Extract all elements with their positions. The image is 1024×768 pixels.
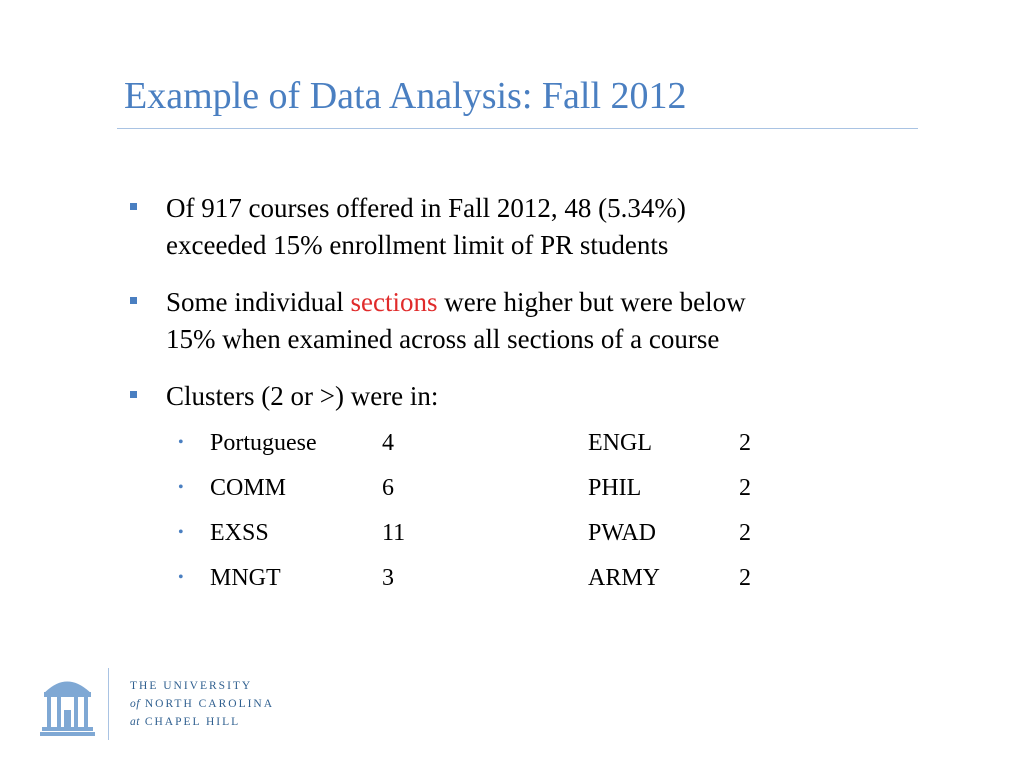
- footer-divider: [108, 668, 109, 740]
- slide-title: Example of Data Analysis: Fall 2012: [124, 75, 687, 117]
- bullet-line: 15% when examined across all sections of a course: [166, 324, 720, 354]
- bullet-text-segment: Some individual: [166, 287, 351, 317]
- cluster-dept: MNGT: [210, 565, 281, 591]
- bullet-line: Of 917 courses offered in Fall 2012, 48 (5.34%): [166, 193, 686, 223]
- highlighted-word: sections: [350, 287, 438, 317]
- cluster-dept: COMM: [210, 475, 287, 501]
- bullet-text: [166, 284, 936, 358]
- cluster-count: 2: [739, 475, 751, 501]
- cluster-count: 6: [382, 475, 394, 501]
- university-name-line: [130, 716, 240, 728]
- dot-bullet-icon: •: [178, 479, 184, 496]
- old-well-logo-icon: [40, 670, 95, 738]
- cluster-dept: Portuguese: [210, 430, 317, 456]
- university-name-line: THE UNIVERSITY: [130, 680, 253, 692]
- dot-bullet-icon: •: [178, 569, 184, 586]
- cluster-count: 2: [739, 520, 751, 546]
- cluster-dept: ENGL: [588, 430, 652, 456]
- cluster-dept: PWAD: [588, 520, 657, 546]
- bullet-line: exceeded 15% enrollment limit of PR students: [166, 230, 669, 260]
- cluster-dept: ARMY: [588, 565, 661, 591]
- cluster-count: 4: [382, 430, 394, 456]
- dot-bullet-icon: •: [178, 524, 184, 541]
- university-name-italic: of: [130, 698, 140, 710]
- cluster-count: 11: [382, 520, 406, 546]
- square-bullet-icon: [130, 203, 137, 210]
- cluster-dept: EXSS: [210, 520, 269, 546]
- title-divider: [117, 128, 918, 129]
- university-name-italic: at: [130, 716, 140, 728]
- bullet-text-segment: were higher but were below: [437, 287, 746, 317]
- cluster-count: 2: [739, 430, 751, 456]
- cluster-count: 2: [739, 565, 751, 591]
- cluster-count: 3: [382, 565, 394, 591]
- cluster-dept: PHIL: [588, 475, 642, 501]
- bullet-line: Clusters (2 or >) were in:: [166, 381, 439, 411]
- dot-bullet-icon: •: [178, 434, 184, 451]
- square-bullet-icon: [130, 391, 137, 398]
- bullet-line: [166, 284, 936, 321]
- bullet-text: [166, 190, 936, 264]
- university-name-text: CHAPEL HILL: [139, 716, 241, 728]
- university-name-line: [130, 698, 274, 710]
- square-bullet-icon: [130, 297, 137, 304]
- university-name-text: NORTH CAROLINA: [139, 698, 275, 710]
- bullet-text: [166, 378, 936, 415]
